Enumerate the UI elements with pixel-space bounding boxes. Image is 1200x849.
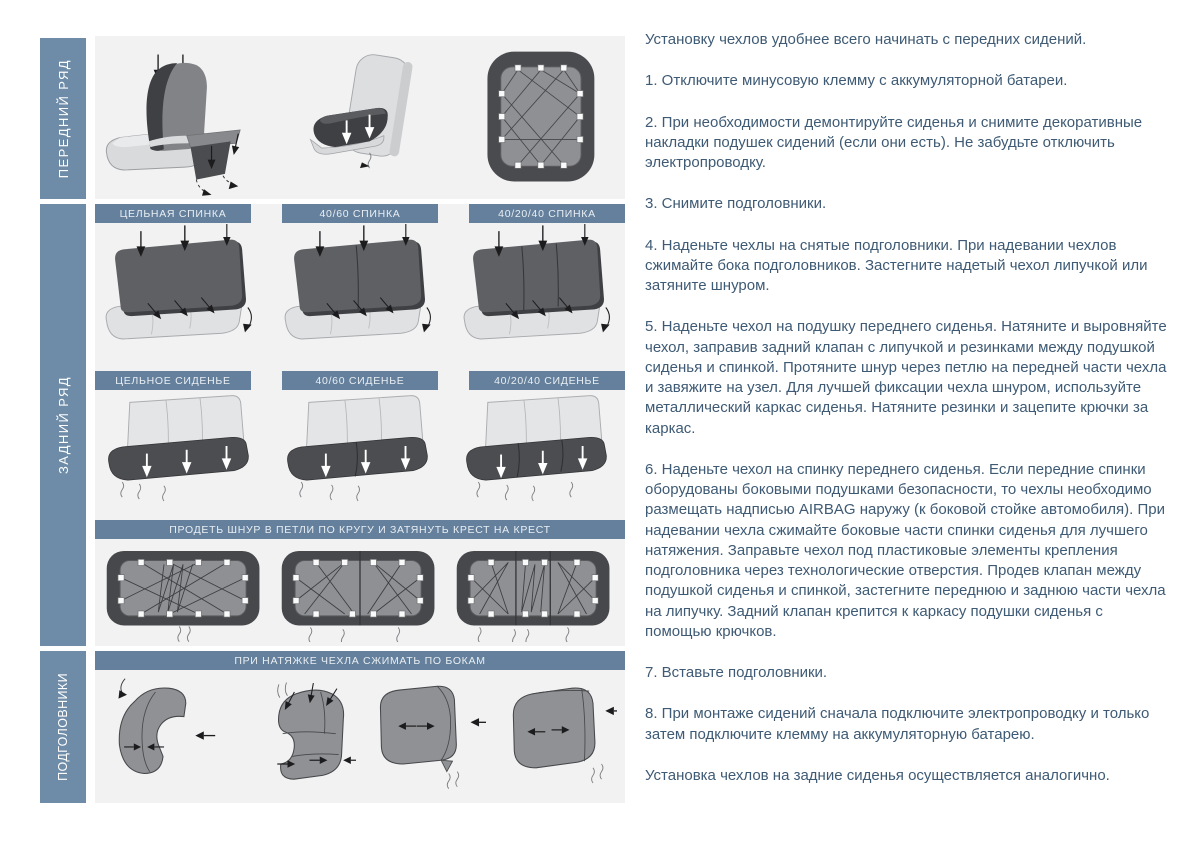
cord-instruction-bar: ПРОДЕТЬ ШНУР В ПЕТЛИ ПО КРУГУ И ЗАТЯНУТЬ КРЕСТ НА КРЕСТ xyxy=(95,520,625,539)
instruction-step-1: 1. Отключите минусовую клемму с аккумуляторной батареи. xyxy=(645,72,1068,90)
bar-402040-cushion: 40/20/40 СИДЕНЬЕ xyxy=(469,371,625,390)
rear-cushion-4060-diagram xyxy=(276,391,444,519)
headrest-instruction-bar: ПРИ НАТЯЖКЕ ЧЕХЛА СЖИМАТЬ ПО БОКАМ xyxy=(95,651,625,670)
section-label-rear-row xyxy=(40,204,86,646)
instruction-step-2: 2. При необходимости демонтируйте сиденья и снимите декоративные накладки подушек сидений (если они есть). Не забудьте отключить электропроводку. xyxy=(645,113,1143,171)
front-seat-cushion-cover-diagram xyxy=(276,39,444,197)
instruction-step-8: 8. При монтаже сидений сначала подключите электропроводку и только затем подключите клемму на аккумуляторную батарею. xyxy=(645,705,1150,743)
bar-solid-backrest: ЦЕЛЬНАЯ СПИНКА xyxy=(95,204,251,223)
rear-cushion-solid-diagram xyxy=(97,391,265,519)
rear-row-panel xyxy=(95,204,625,646)
backrest-cover-lacing-diagram xyxy=(455,39,623,197)
rear-row-label: ЗАДНИЙ РЯД xyxy=(55,375,71,475)
backrest-type-bars xyxy=(95,204,625,223)
headrests-label: ПОДГОЛОВНИКИ xyxy=(56,673,70,781)
front-row-label: ПЕРЕДНИЙ РЯД xyxy=(55,58,71,179)
instruction-step-5: 5. Наденьте чехол на подушку переднего сиденья. Натяните и выровняйте чехол, заправив задний клапан с липучкой и резинками между подушкой сиденья и спинкой. Протяните шнур через петлю на передней части чехла и завяжите на узел. Для лучшей фиксации чехла шнуром, используйте металлический каркас сиденья. Натяните резинки и зацепите крючки за каркас. xyxy=(645,318,1167,437)
headrest-cover-cube-diagram xyxy=(495,673,617,801)
headrest-cover-folded-diagram xyxy=(234,673,356,801)
front-seat-backrest-cover-diagram xyxy=(97,39,265,197)
front-row-panel xyxy=(95,36,625,199)
lacing-402040-diagram xyxy=(451,544,619,642)
instruction-step-7: 7. Вставьте подголовники. xyxy=(645,664,828,681)
lacing-4060-diagram xyxy=(276,544,444,642)
bar-solid-cushion: ЦЕЛЬНОЕ СИДЕНЬЕ xyxy=(95,371,251,390)
cushion-type-bars xyxy=(95,371,625,390)
cushion-lacing-diagrams xyxy=(95,539,625,646)
rear-cushion-diagrams xyxy=(95,390,625,520)
instruction-step-3: 3. Снимите подголовники. xyxy=(645,195,827,213)
rear-backrest-diagrams xyxy=(95,223,625,371)
headrest-cover-side-diagram xyxy=(103,673,225,801)
bar-4060-cushion: 40/60 СИДЕНЬЕ xyxy=(282,371,438,390)
instructions-intro: Установку чехлов удобнее всего начинать с передних сидений. xyxy=(645,31,1087,48)
bar-402040-backrest: 40/20/40 СПИНКА xyxy=(469,204,625,223)
headrest-instruction-bar-row xyxy=(95,651,625,670)
section-label-headrests xyxy=(40,651,86,803)
headrests-panel xyxy=(95,651,625,803)
rear-backrest-solid-diagram xyxy=(97,224,265,370)
headrest-diagrams xyxy=(95,670,625,803)
rear-backrest-4060-diagram xyxy=(276,224,444,370)
instruction-step-4: 4. Наденьте чехлы на снятые подголовники. При надевании чехлов сжимайте бока подголовников. Застегните надетый чехол липучкой или затяните шнуром. xyxy=(645,236,1148,294)
instructions-text-column xyxy=(645,30,1167,807)
rear-backrest-402040-diagram xyxy=(455,224,623,370)
rear-cushion-402040-diagram xyxy=(455,391,623,519)
lacing-solid-diagram xyxy=(101,544,269,642)
headrest-cover-cylinder-diagram xyxy=(364,673,486,801)
bar-4060-backrest: 40/60 СПИНКА xyxy=(282,204,438,223)
section-label-front-row xyxy=(40,38,86,199)
instruction-step-6: 6. Наденьте чехол на спинку переднего сиденья. Если передние спинки оборудованы боковыми подушками безопасности, то чехлы необходимо размещать надписью AIRBAG наружу (к боковой стойке автомобиля). При надевании чехла сжимайте боковые части спинки сиденья для лучшего натяжения. Заправьте чехол под пластиковые элементы крепления подголовника через технологические отверстия. Продев клапан между подушкой сиденья и спинкой, застегните переднюю и заднюю части чехла на липучку. Задний клапан крепится к каркасу подушки сиденья с помощью крючков. xyxy=(645,460,1166,640)
instructions-outro: Установка чехлов на задние сиденья осуществляется аналогично. xyxy=(645,766,1110,784)
cord-instruction-bar-row xyxy=(95,520,625,539)
